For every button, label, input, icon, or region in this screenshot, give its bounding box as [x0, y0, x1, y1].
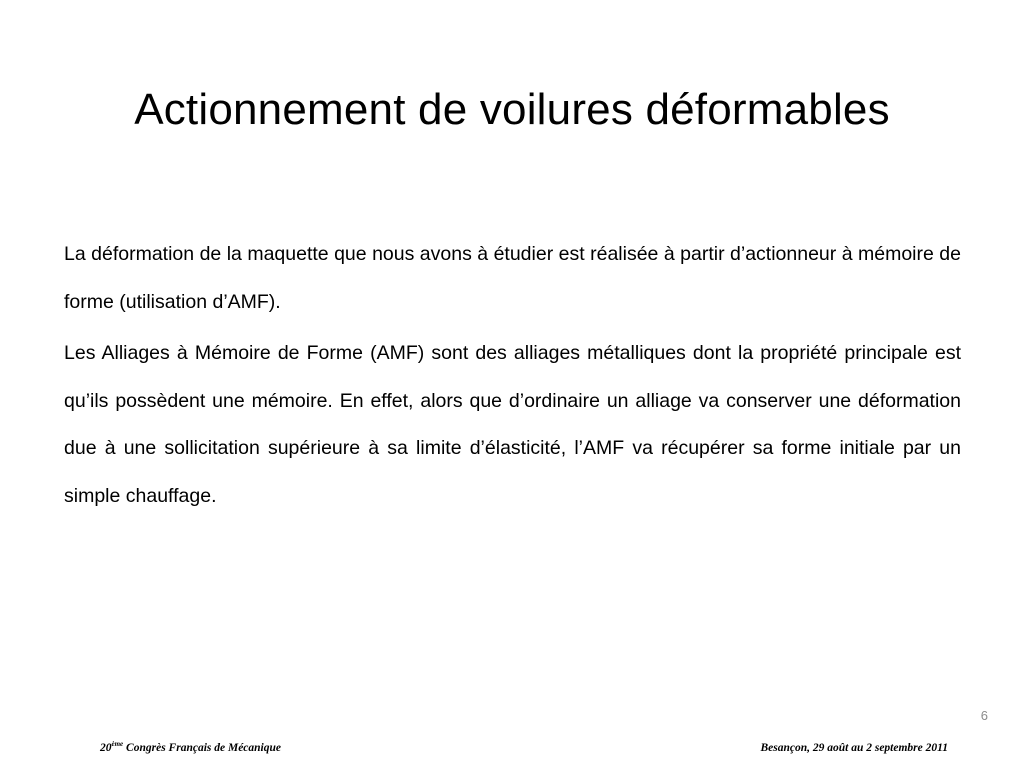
- footer-location-date: Besançon, 29 août au 2 septembre 2011: [760, 742, 948, 754]
- footer-superscript: ème: [111, 740, 124, 748]
- body-paragraph-2: Les Alliages à Mémoire de Forme (AMF) sont des alliages métalliques dont la propriété principale est qu’ils possèdent une mémoire. En effet, alors que d’ordinaire un alliage va conserver une déformation due à une sollicitation supérieure à sa limite d’élasticité, l’AMF va récupérer sa forme initiale par un simple chauffage.: [64, 342, 961, 507]
- body-paragraph-1: La déformation de la maquette que nous avons à étudier est réalisée à partir d’actionneur à mémoire de forme (utilisation d’AMF).: [64, 243, 961, 313]
- slide-title: Actionnement de voilures déformables: [134, 85, 890, 134]
- footer-conference-name: [100, 742, 281, 754]
- slide-number: 6: [980, 708, 988, 723]
- footer-conference-text: Congrès Français de Mécanique: [123, 742, 281, 754]
- slide-body: [64, 231, 961, 524]
- footer-ordinal: 20: [100, 742, 112, 754]
